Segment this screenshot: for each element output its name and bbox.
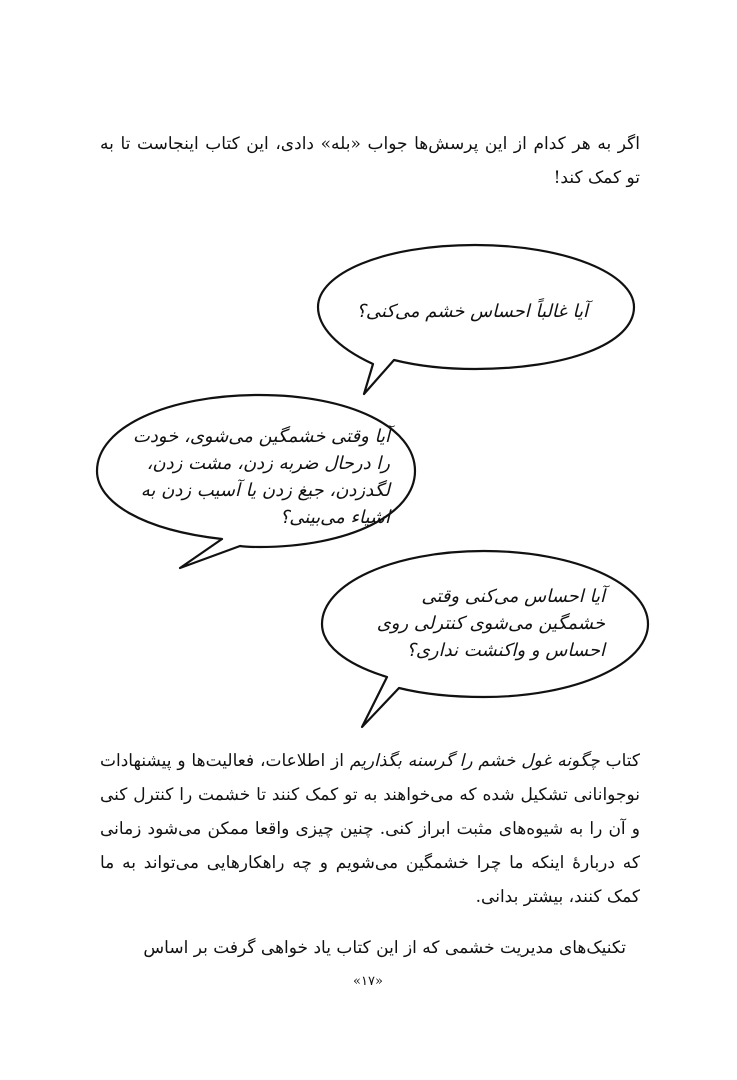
body-paragraph-2: تکنیک‌های مدیریت خشمی که از این کتاب یاد خواهی گرفت بر اساس	[143, 938, 626, 958]
body-prefix: کتاب	[605, 751, 641, 771]
bubble-text-3: آیا احساس می‌کنی وقتی خشمگین می‌شوی کنترلی روی احساس و واکنشت نداری؟	[376, 586, 605, 661]
page-number: «۱۷»	[353, 974, 383, 989]
intro-paragraph: اگر به هر کدام از این پرسش‌ها جواب «بله» دادی، این کتاب اینجاست تا به تو کمک کند!	[100, 134, 640, 188]
body-rest: از اطلاعات، فعالیت‌ها و پیشنهادات نوجوانانی تشکیل شده که می‌خواهند به تو کمک کنند تا خشمت را کنترل کنی و آن را به شیوه‌های مثبت ابراز کنی. چنین چیزی واقعا ممکن می‌شود زمانی که دربارهٔ اینکه ما چرا خشمگین می‌شویم و چه راهکارهایی می‌تواند به ما کمک کنند، بیشتر بدانی.	[100, 751, 640, 907]
book-title: چگونه غول خشم را گرسنه بگذاریم	[349, 751, 600, 771]
body-paragraph-1	[100, 744, 640, 914]
bubble-text-1: آیا غالباً احساس خشم می‌کنی؟	[356, 301, 588, 322]
bubble-text-2: آیا وقتی خشمگین می‌شوی، خودت را درحال ضربه زدن، مشت زدن، لگدزدن، جیغ زدن یا آسیب زدن به اشیاء می‌بینی؟	[132, 426, 390, 528]
